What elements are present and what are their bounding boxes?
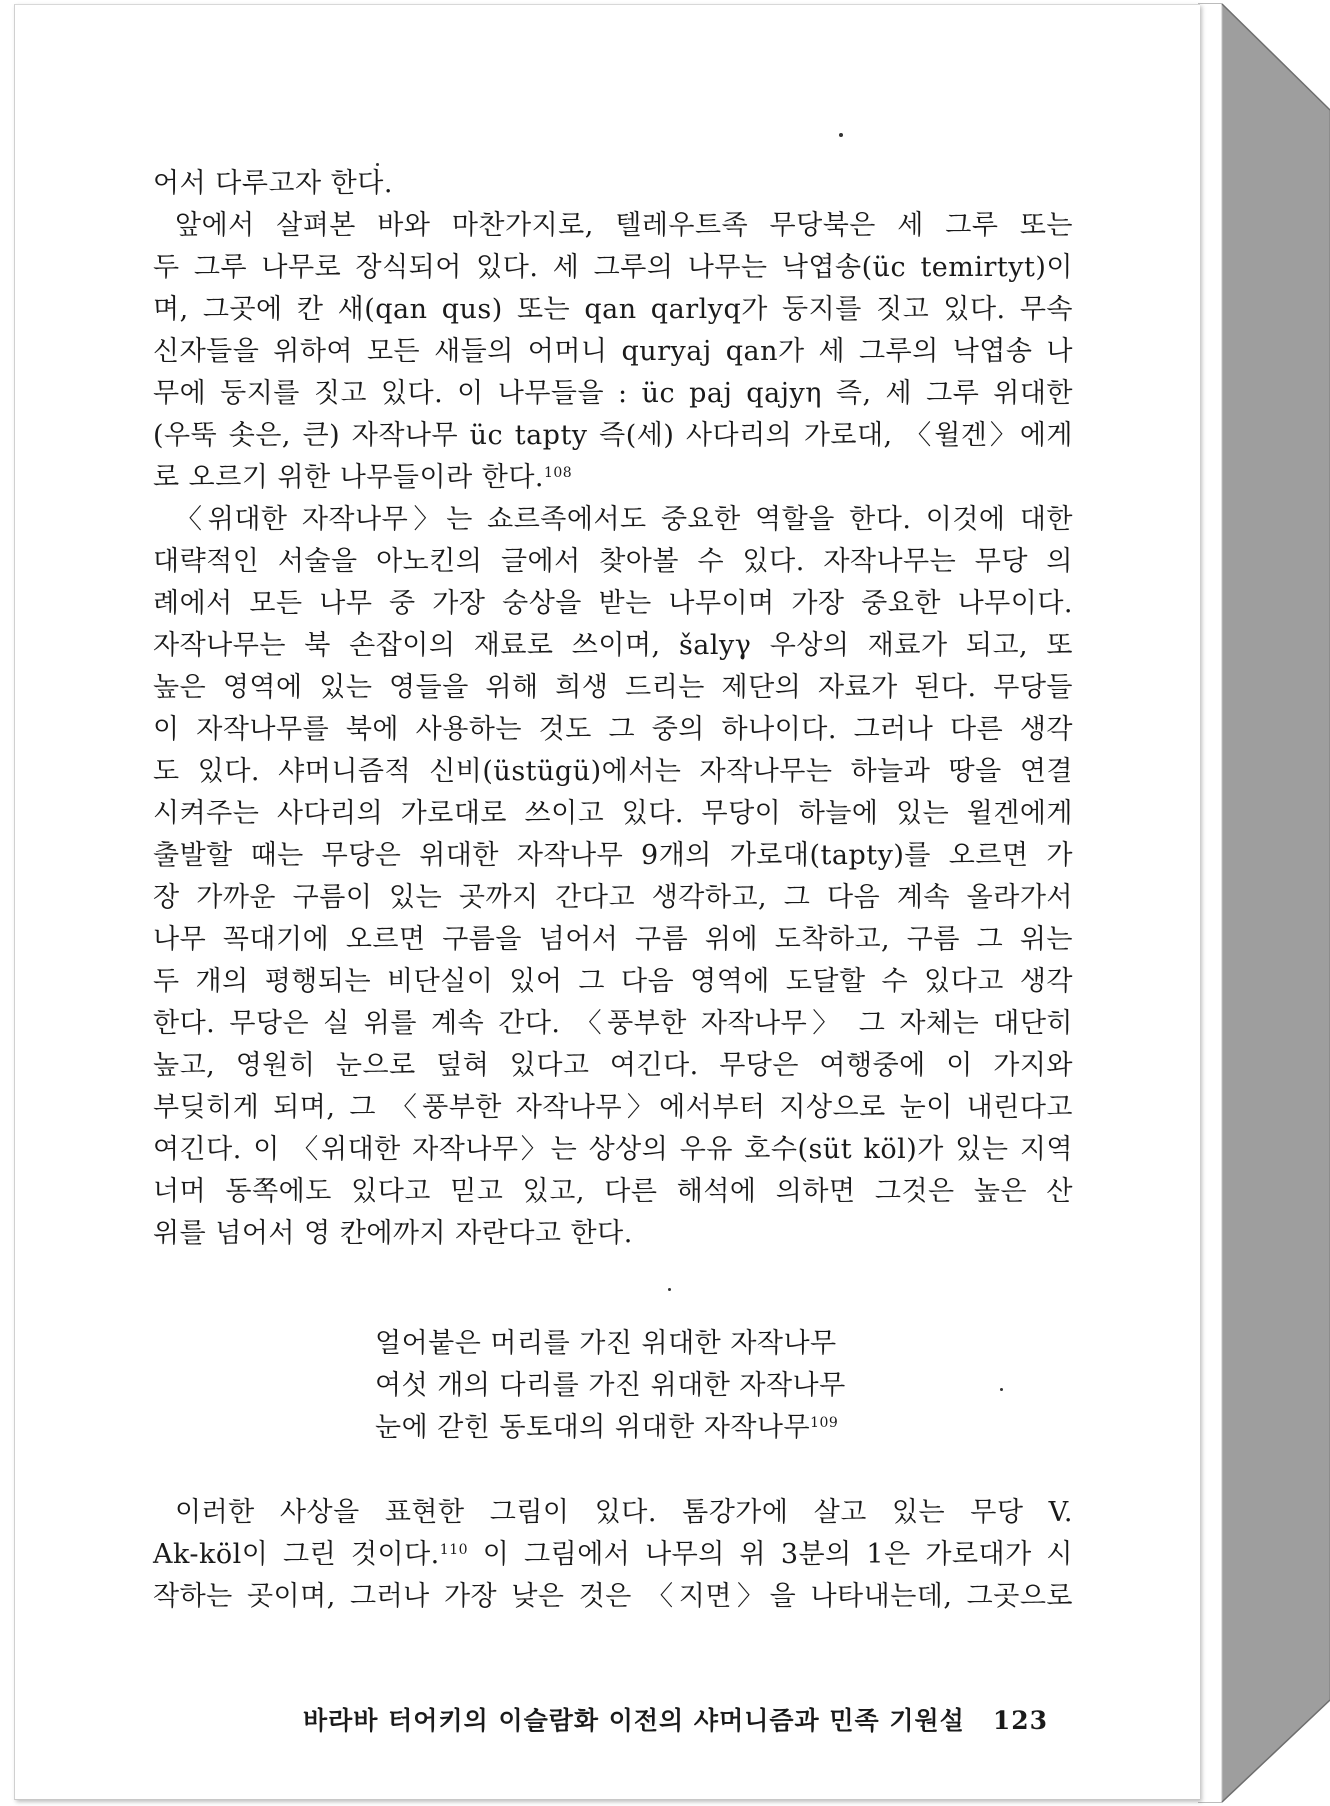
- text-line: Ak-köl이 그린 것이다.: [153, 1539, 440, 1570]
- text-line: 어서 다루고자 한다.: [153, 168, 393, 199]
- main-paragraphs: [153, 163, 1073, 1255]
- text-line: 높고, 영원히 눈으로 덮혀 있다고 여긴다. 무당은 여행중에 이 가지와: [153, 1050, 1073, 1081]
- verse-quote: [375, 1323, 846, 1449]
- verse-line: 여섯 개의 다리를 가진 위대한 자작나무: [375, 1370, 846, 1401]
- text-line: 부딪히게 되며, 그 〈풍부한 자작나무〉에서부터 지상으로 눈이 내린다고: [153, 1092, 1073, 1123]
- text-line: 시켜주는 사다리의 가로대로 쓰이고 있다. 무당이 하늘에 있는 윌겐에게: [153, 798, 1073, 829]
- scan-speck: [668, 1288, 671, 1291]
- running-footer: [303, 1701, 1048, 1737]
- text-line: 나무 꼭대기에 오르면 구름을 넘어서 구름 위에 도착하고, 구름 그 위는: [153, 924, 1073, 955]
- text-line: 대략적인 서술을 아노킨의 글에서 찾아볼 수 있다. 자작나무는 무당 의: [153, 546, 1073, 577]
- scan-speck: [839, 133, 843, 137]
- text-line: 이 그림에서 나무의 위 3분의 1은 가로대가 시: [468, 1539, 1074, 1570]
- text-line: 두 그루 나무로 장식되어 있다. 세 그루의 나무는 낙엽송(üc temirtyt)이: [153, 252, 1073, 283]
- footnote-marker-108: 108: [543, 465, 573, 481]
- text-line-with-footnote: [153, 1534, 1073, 1576]
- text-line: 두 개의 평행되는 비단실이 있어 그 다음 영역에 도달할 수 있다고 생각: [153, 966, 1073, 997]
- text-line: (우뚝 솟은, 큰) 자작나무 üc tapty 즉(세) 사다리의 가로대, 〈윌겐〉에게: [153, 420, 1073, 451]
- text-line: 여긴다. 이 〈위대한 자작나무〉는 상상의 우유 호수(süt köl)가 있는 지역: [153, 1134, 1073, 1165]
- text-line: 앞에서 살펴본 바와 마찬가지로, 텔레우트족 무당북은 세 그루 또는: [175, 210, 1073, 241]
- text-line: 이러한 사상을 표현한 그림이 있다. 톰강가에 살고 있는 무당 V.: [175, 1497, 1073, 1528]
- scan-speck: [1000, 1388, 1003, 1391]
- text-line: 작하는 곳이며, 그러나 가장 낮은 것은 〈지면〉을 나타내는데, 그곳으로: [153, 1581, 1073, 1612]
- verse-line: 눈에 갇힌 동토대의 위대한 자작나무: [375, 1412, 811, 1443]
- text-line: 출발할 때는 무당은 위대한 자작나무 9개의 가로대(tapty)를 오르면 가: [153, 840, 1073, 871]
- footnote-marker-110: 110: [439, 1542, 469, 1558]
- text-line: 위를 넘어서 영 칸에까지 자란다고 한다.: [153, 1218, 633, 1249]
- running-title: 바라바 터어키의 이슬람화 이전의 샤머니즘과 민족 기원설: [303, 1706, 965, 1735]
- book-page: [14, 4, 1200, 1800]
- page-number: 123: [992, 1706, 1049, 1735]
- text-line: 무에 둥지를 짓고 있다. 이 나무들을 : üc paj qajyη 즉, 세 그루 위대한: [153, 378, 1073, 409]
- text-line: 자작나무는 북 손잡이의 재료로 쓰이며, šalyγ 우상의 재료가 되고, 또: [153, 630, 1073, 661]
- text-line: 이 자작나무를 북에 사용하는 것도 그 중의 하나이다. 그러나 다른 생각: [153, 714, 1073, 745]
- footnote-marker-109: 109: [810, 1415, 839, 1431]
- text-line: 높은 영역에 있는 영들을 위해 희생 드리는 제단의 자료가 된다. 무당들: [153, 672, 1073, 703]
- text-line-with-footnote: [153, 457, 1073, 499]
- text-line: 로 오르기 위한 나무들이라 한다.: [153, 462, 544, 493]
- text-line: 너머 동쪽에도 있다고 믿고 있고, 다른 해석에 의하면 그것은 높은 산: [153, 1176, 1073, 1207]
- text-line: 며, 그곳에 칸 새(qan qus) 또는 qan qarlyq가 둥지를 짓고 있다. 무속: [153, 294, 1073, 325]
- text-line: 도 있다. 샤머니즘적 신비(üstügü)에서는 자작나무는 하늘과 땅을 연결: [153, 756, 1073, 787]
- text-line: 신자들을 위하여 모든 새들의 어머니 quryaj qan가 세 그루의 낙엽송 나: [153, 336, 1073, 367]
- text-line: 례에서 모든 나무 중 가장 숭상을 받는 나무이며 가장 중요한 나무이다.: [153, 588, 1073, 619]
- text-line: 장 가까운 구름이 있는 곳까지 간다고 생각하고, 그 다음 계속 올라가서: [153, 882, 1073, 913]
- closing-paragraph: [153, 1492, 1073, 1618]
- text-line: 한다. 무당은 실 위를 계속 간다. 〈풍부한 자작나무〉 그 자체는 대단히: [153, 1008, 1073, 1039]
- verse-line-with-footnote: [375, 1407, 846, 1449]
- text-line: 〈위대한 자작나무〉는 쇼르족에서도 중요한 역할을 한다. 이것에 대한: [175, 504, 1073, 535]
- verse-line: 얼어붙은 머리를 가진 위대한 자작나무: [375, 1328, 837, 1359]
- book-page-edge: [1198, 0, 1330, 1806]
